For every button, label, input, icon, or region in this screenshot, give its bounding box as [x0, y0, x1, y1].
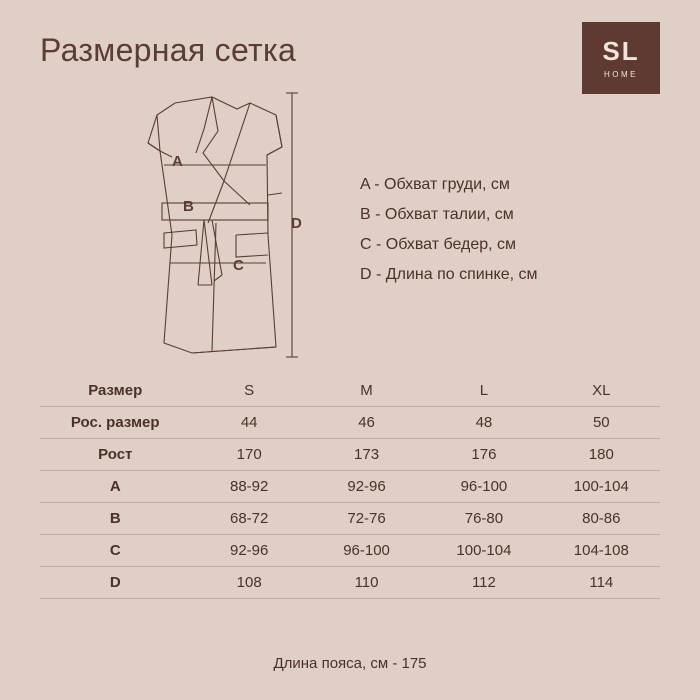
- row-cell: 76-80: [425, 503, 542, 535]
- table-row: [40, 471, 660, 503]
- row-cell: 112: [425, 567, 542, 599]
- table-header-size-s: S: [190, 382, 307, 407]
- row-cell: 176: [425, 439, 542, 471]
- row-label: A: [40, 471, 190, 503]
- table-row: [40, 439, 660, 471]
- measurement-legend: [360, 170, 537, 290]
- row-cell: 44: [190, 407, 307, 439]
- row-label: D: [40, 567, 190, 599]
- page-title: Размерная сетка: [40, 32, 297, 68]
- row-cell: 100-104: [425, 535, 542, 567]
- row-label: Рост: [40, 439, 190, 471]
- robe-illustration: [100, 85, 330, 370]
- size-table-wrapper: [40, 382, 660, 599]
- row-cell: 108: [190, 567, 307, 599]
- row-cell: 180: [543, 439, 660, 471]
- row-cell: 80-86: [543, 503, 660, 535]
- row-cell: 110: [308, 567, 425, 599]
- row-cell: 50: [543, 407, 660, 439]
- table-header-size-m: M: [308, 382, 425, 407]
- table-header-label: Размер: [40, 382, 190, 407]
- brand-logo: [582, 22, 660, 94]
- row-cell: 173: [308, 439, 425, 471]
- row-cell: 96-100: [308, 535, 425, 567]
- logo-initials: SL: [602, 35, 640, 66]
- row-cell: 88-92: [190, 471, 307, 503]
- table-header-size-l: L: [425, 382, 542, 407]
- legend-item-d: D - Длина по спинке, см: [360, 266, 538, 283]
- belt-length-note: Длина пояса, см - 175: [273, 655, 427, 672]
- row-cell: 72-76: [308, 503, 425, 535]
- row-cell: 68-72: [190, 503, 307, 535]
- legend-item-b: B - Обхват талии, см: [360, 206, 514, 223]
- size-table: [40, 382, 660, 599]
- row-cell: 92-96: [190, 535, 307, 567]
- legend-item-a: A - Обхват груди, см: [360, 176, 510, 193]
- row-label: Рос. размер: [40, 407, 190, 439]
- row-cell: 100-104: [543, 471, 660, 503]
- row-cell: 96-100: [425, 471, 542, 503]
- row-label: B: [40, 503, 190, 535]
- logo-wordmark: HOME: [604, 69, 638, 79]
- table-row: [40, 503, 660, 535]
- row-cell: 46: [308, 407, 425, 439]
- table-header-size-xl: XL: [543, 382, 660, 407]
- row-cell: 48: [425, 407, 542, 439]
- row-label: C: [40, 535, 190, 567]
- row-cell: 104-108: [543, 535, 660, 567]
- robe-label-d: D: [291, 215, 302, 232]
- table-row: [40, 535, 660, 567]
- robe-label-b: B: [183, 198, 194, 215]
- robe-label-c: C: [233, 257, 244, 274]
- row-cell: 170: [190, 439, 307, 471]
- row-cell: 114: [543, 567, 660, 599]
- robe-label-a: A: [172, 153, 183, 170]
- table-header-row: [40, 382, 660, 407]
- table-row: [40, 567, 660, 599]
- row-cell: 92-96: [308, 471, 425, 503]
- table-row: [40, 407, 660, 439]
- legend-item-c: C - Обхват бедер, см: [360, 236, 517, 253]
